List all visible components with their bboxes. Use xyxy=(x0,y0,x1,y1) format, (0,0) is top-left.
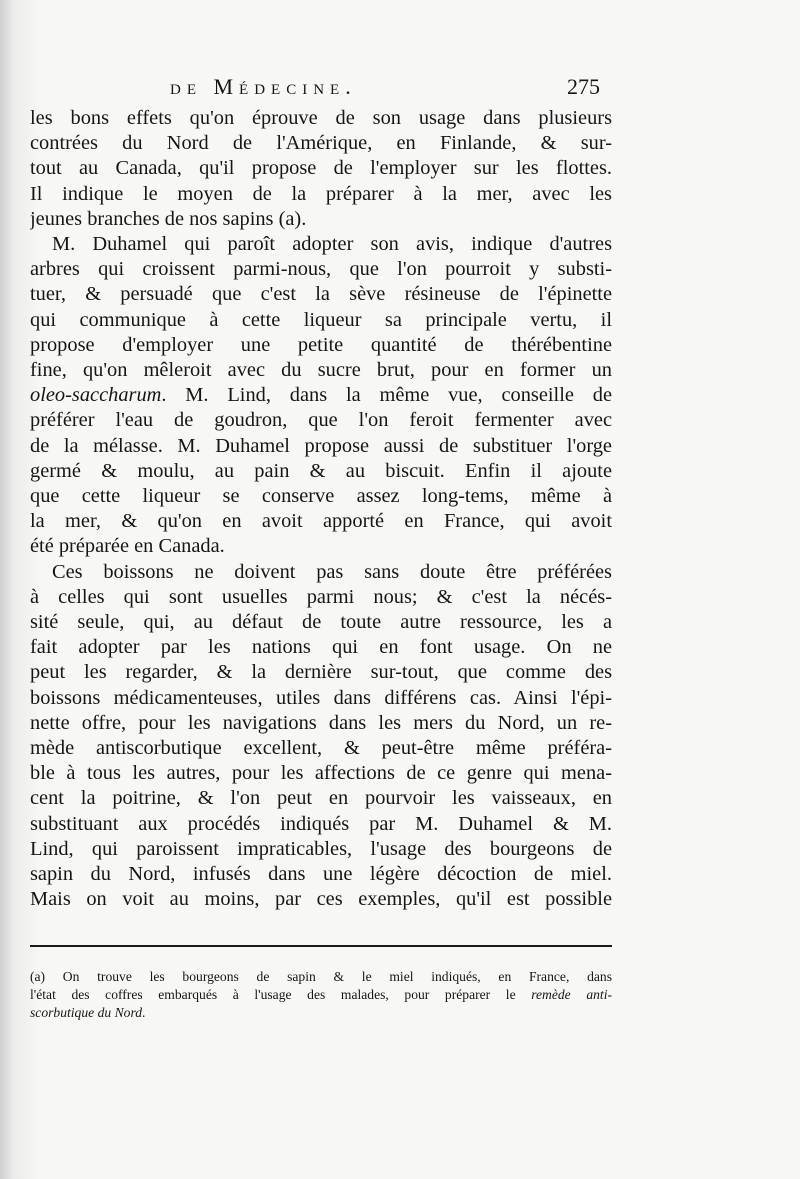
text-line: sapin du Nord, infusés dans une légère décoction de miel. xyxy=(30,863,612,886)
text-line: arbres qui croissent parmi-nous, que l'on pourroit y substi- xyxy=(30,258,612,281)
text-line: qui communique à cette liqueur sa principale vertu, il xyxy=(30,308,612,331)
running-title: de Médecine. xyxy=(170,74,357,99)
text-line: Ces boissons ne doivent pas sans doute être préférées xyxy=(52,560,612,583)
text-line: les bons effets qu'on éprouve de son usage dans plusieurs xyxy=(30,107,612,129)
footnote-line: l'état des coffres embarqués à l'usage des malades, pour préparer le remède anti- xyxy=(30,987,612,1002)
text-line: mède antiscorbutique excellent, & peut-être même préféra- xyxy=(30,737,612,760)
text-line: Mais on voit au moins, par ces exemples, qu'il est possible xyxy=(30,888,612,911)
text-line: sité seule, qui, au défaut de toute autre ressource, les a xyxy=(30,611,612,634)
text-line: tuer, & persuadé que c'est la sève résineuse de l'épinette xyxy=(30,283,612,306)
text-line: cent la poitrine, & l'on peut en pourvoir les vaisseaux, en xyxy=(30,787,612,810)
footnote-rule xyxy=(30,945,612,947)
text-line: germé & moulu, au pain & au biscuit. Enfin il ajoute xyxy=(30,459,612,482)
text-line: propose d'employer une petite quantité de thérébentine xyxy=(30,333,612,356)
footnote-line: scorbutique du Nord. xyxy=(30,1005,146,1020)
footnote-line: (a) On trouve les bourgeons de sapin & le miel indiqués, en France, dans xyxy=(30,969,612,984)
text-line: oleo-saccharum. M. Lind, dans la même vue, conseille de xyxy=(30,384,612,407)
text-line: contrées du Nord de l'Amérique, en Finlande, & sur- xyxy=(30,132,612,155)
text-line: boissons médicamenteuses, utiles dans différens cas. Ainsi l'épi- xyxy=(30,686,612,709)
footnote xyxy=(30,968,612,1022)
text-line: fine, qu'on mêleroit avec du sucre brut, pour en former un xyxy=(30,359,612,382)
text-line: nette offre, pour les navigations dans les mers du Nord, un re- xyxy=(30,711,612,734)
text-line: tout au Canada, qu'il propose de l'employer sur les flottes. xyxy=(30,157,612,180)
text-line: ble à tous les autres, pour les affections de ce genre qui mena- xyxy=(30,762,612,785)
text-line: substituant aux procédés indiqués par M. Duhamel & M. xyxy=(30,812,612,835)
text-line: à celles qui sont usuelles parmi nous; & c'est la nécés- xyxy=(30,585,612,608)
text-line: fait adopter par les nations qui en font usage. On ne xyxy=(30,636,612,659)
text-line: Il indique le moyen de la préparer à la mer, avec les xyxy=(30,182,612,205)
text-line: M. Duhamel qui paroît adopter son avis, indique d'autres xyxy=(52,233,612,256)
page-number: 275 xyxy=(567,74,600,99)
text-line: de la mélasse. M. Duhamel propose aussi de substituer l'orge xyxy=(30,434,612,457)
text-line: peut les regarder, & la dernière sur-tout, que comme des xyxy=(30,661,612,684)
text-line: la mer, & qu'on en avoit apporté en France, qui avoit xyxy=(30,510,612,533)
text-line: été préparée en Canada. xyxy=(30,535,225,558)
body-text xyxy=(30,106,612,913)
text-line: que cette liqueur se conserve assez long-tems, même à xyxy=(30,485,612,508)
text-line: préférer l'eau de goudron, que l'on feroit fermenter avec xyxy=(30,409,612,432)
text-line: jeunes branches de nos sapins (a). xyxy=(30,207,307,230)
text-line: Lind, qui paroissent impraticables, l'usage des bourgeons de xyxy=(30,837,612,860)
page-header xyxy=(170,74,600,104)
